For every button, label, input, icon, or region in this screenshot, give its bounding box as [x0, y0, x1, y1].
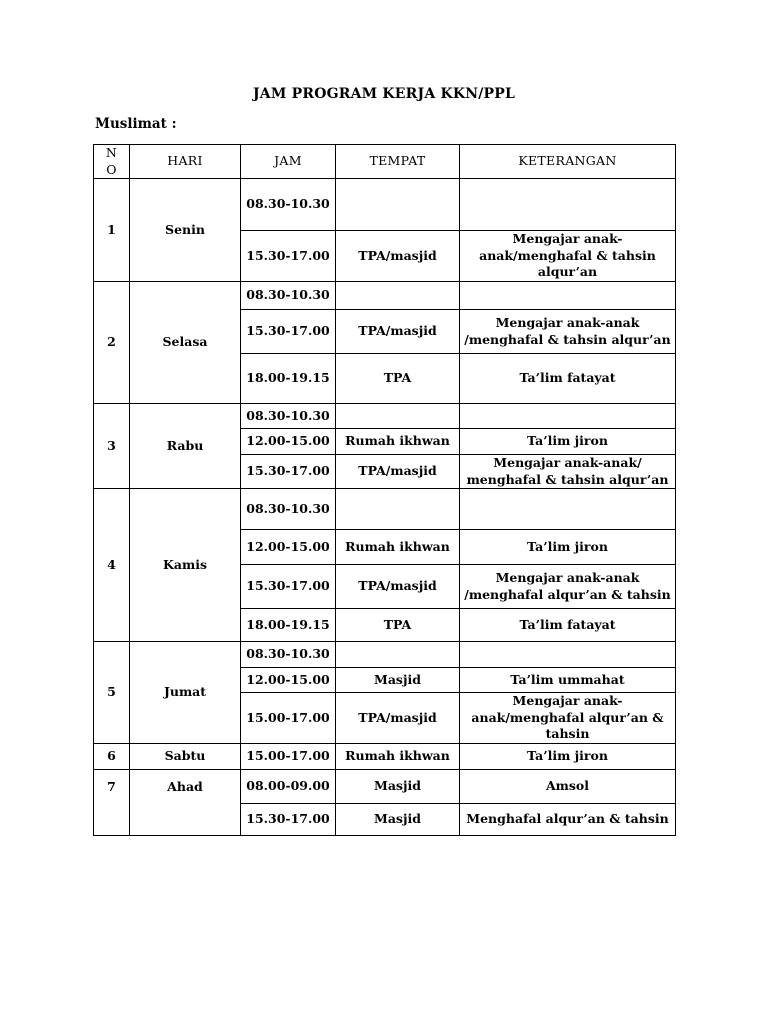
document-title: JAM PROGRAM KERJA KKN/PPL — [252, 86, 516, 102]
cell-tempat: TPA/masjid — [336, 231, 460, 282]
cell-jam: 08.30-10.30 — [241, 642, 336, 668]
cell-no: 4 — [94, 489, 130, 642]
keterangan-line: Mengajar anak-anak — [495, 315, 640, 330]
cell-keterangan — [460, 565, 676, 609]
cell-jam: 12.00-15.00 — [241, 530, 336, 565]
header-no-line-1: N — [105, 145, 118, 160]
cell-jam: 08.30-10.30 — [241, 179, 336, 231]
cell-no: 7 — [94, 769, 130, 835]
keterangan-line: anak/menghafal alqur’an & — [471, 709, 664, 725]
keterangan-line: tahsin — [545, 726, 590, 741]
cell-tempat: TPA — [336, 609, 460, 642]
schedule-body — [94, 179, 676, 836]
table-row — [94, 404, 676, 429]
schedule-table — [93, 144, 676, 836]
cell-tempat — [336, 282, 460, 310]
cell-tempat: TPA/masjid — [336, 693, 460, 744]
table-row — [94, 743, 676, 769]
cell-jam: 08.00-09.00 — [241, 769, 336, 803]
cell-tempat — [336, 642, 460, 668]
keterangan-line: /menghafal & tahsin alqur’an — [464, 331, 671, 347]
cell-jam: 15.30-17.00 — [241, 565, 336, 609]
cell-jam: 18.00-19.15 — [241, 609, 336, 642]
cell-tempat — [336, 179, 460, 231]
cell-jam: 18.00-19.15 — [241, 354, 336, 404]
cell-jam: 12.00-15.00 — [241, 429, 336, 455]
cell-keterangan: Menghafal alqur’an & tahsin — [460, 803, 676, 835]
header-no — [94, 145, 130, 179]
keterangan-line: anak/menghafal & tahsin — [479, 247, 656, 263]
cell-keterangan — [460, 404, 676, 429]
cell-keterangan — [460, 693, 676, 744]
table-row — [94, 769, 676, 803]
cell-keterangan — [460, 455, 676, 489]
cell-keterangan — [460, 310, 676, 354]
cell-keterangan — [460, 231, 676, 282]
table-header-row — [94, 145, 676, 179]
keterangan-line: Mengajar anak-anak — [495, 570, 640, 585]
cell-tempat — [336, 404, 460, 429]
cell-tempat: TPA/masjid — [336, 565, 460, 609]
cell-hari: Ahad — [130, 769, 241, 835]
cell-tempat: TPA/masjid — [336, 310, 460, 354]
cell-tempat: Rumah ikhwan — [336, 530, 460, 565]
header-tempat: TEMPAT — [336, 145, 460, 179]
cell-jam: 15.30-17.00 — [241, 455, 336, 489]
cell-tempat: Masjid — [336, 668, 460, 693]
cell-hari: Senin — [130, 179, 241, 282]
table-row — [94, 642, 676, 668]
section-label: Muslimat : — [95, 116, 177, 132]
cell-jam: 12.00-15.00 — [241, 668, 336, 693]
cell-keterangan — [460, 179, 676, 231]
cell-jam: 08.30-10.30 — [241, 404, 336, 429]
cell-jam: 15.30-17.00 — [241, 231, 336, 282]
cell-hari: Kamis — [130, 489, 241, 642]
cell-keterangan: Ta’lim fatayat — [460, 354, 676, 404]
cell-tempat: Masjid — [336, 803, 460, 835]
keterangan-line: Mengajar anak-anak/ — [493, 455, 642, 470]
cell-jam: 08.30-10.30 — [241, 489, 336, 530]
cell-keterangan: Ta’lim jiron — [460, 743, 676, 769]
cell-jam: 15.30-17.00 — [241, 803, 336, 835]
table-row — [94, 282, 676, 310]
cell-jam: 15.00-17.00 — [241, 743, 336, 769]
cell-hari: Rabu — [130, 404, 241, 489]
cell-keterangan: Ta’lim jiron — [460, 530, 676, 565]
table-row — [94, 489, 676, 530]
cell-keterangan — [460, 489, 676, 530]
cell-hari: Selasa — [130, 282, 241, 404]
cell-jam: 15.00-17.00 — [241, 693, 336, 744]
keterangan-line: Mengajar anak- — [512, 231, 623, 247]
cell-no: 2 — [94, 282, 130, 404]
cell-no: 5 — [94, 642, 130, 744]
cell-keterangan: Amsol — [460, 769, 676, 803]
keterangan-line: /menghafal alqur’an & tahsin — [464, 586, 671, 602]
cell-tempat — [336, 489, 460, 530]
cell-jam: 08.30-10.30 — [241, 282, 336, 310]
cell-no: 3 — [94, 404, 130, 489]
cell-keterangan — [460, 282, 676, 310]
cell-keterangan: Ta’lim fatayat — [460, 609, 676, 642]
keterangan-line: alqur’an — [537, 264, 598, 280]
cell-tempat: Rumah ikhwan — [336, 429, 460, 455]
header-hari: HARI — [130, 145, 241, 179]
cell-keterangan: Ta’lim ummahat — [460, 668, 676, 693]
cell-hari: Jumat — [130, 642, 241, 744]
header-jam: JAM — [241, 145, 336, 179]
cell-hari: Sabtu — [130, 743, 241, 769]
cell-no: 1 — [94, 179, 130, 282]
cell-tempat: Rumah ikhwan — [336, 743, 460, 769]
cell-keterangan — [460, 642, 676, 668]
table-row — [94, 179, 676, 231]
header-no-line-2: O — [106, 161, 117, 177]
cell-no: 6 — [94, 743, 130, 769]
cell-tempat: TPA/masjid — [336, 455, 460, 489]
keterangan-line: Mengajar anak- — [512, 693, 623, 708]
cell-keterangan: Ta’lim jiron — [460, 429, 676, 455]
cell-tempat: TPA — [336, 354, 460, 404]
cell-tempat: Masjid — [336, 769, 460, 803]
header-keterangan: KETERANGAN — [460, 145, 676, 179]
keterangan-line: menghafal & tahsin alqur’an — [466, 471, 669, 487]
cell-jam: 15.30-17.00 — [241, 310, 336, 354]
